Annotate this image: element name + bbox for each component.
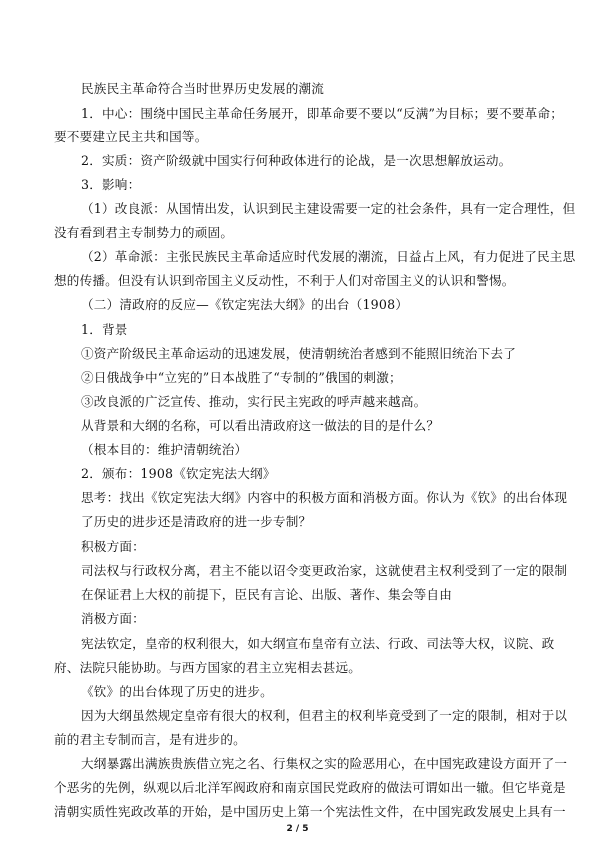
page-number: 2 / 5 [286,824,309,834]
text-line: 《钦》的出台体现了历史的进步。 [81,684,273,699]
section-heading: （二）清政府的反应—《钦定宪法大纲》的出台（1908） [81,297,409,312]
text-line: 没有看到君主专制势力的顽固。 [54,225,234,240]
text-line: 司法权与行政权分离，君主不能以诏令变更政治家，这就使君主权利受到了一定的限制 [81,563,568,578]
text-line: 了历史的进步还是清政府的进一步专制？ [81,514,312,529]
text-line: ③改良派的广泛宣传、推动，实行民主宪政的呼声越来越高。 [81,394,427,409]
text-line: 大纲暴露出满族贵族借立宪之名、行集权之实的险恶用心，在中国宪政建设方面开了一 [81,756,568,771]
text-line: 1．中心：围绕中国民主革命任务展开，即革命要不要以“反满”为目标；要不要革命； [81,106,564,121]
text-line: 思考：找出《钦定宪法大纲》内容中的积极方面和消极方面。你认为《钦》的出台体现 [81,490,568,505]
text-line: 消极方面： [81,611,145,626]
text-line: 个恶劣的先例，纵观以后北洋军阀政府和南京国民党政府的做法可谓如出一辙。但它毕竟是 [54,780,566,795]
text-line: 从背景和大纲的名称，可以看出清政府这一做法的目的是什么？ [81,418,440,433]
text-line: 2．实质：资产阶级就中国实行何种政体进行的论战，是一次思想解放运动。 [81,153,512,168]
text-line: 积极方面： [81,539,145,554]
text-line: 在保证君上大权的前提下，臣民有言论、出版、著作、集会等自由 [81,587,453,602]
text-line: 3．影响： [81,177,141,192]
text-line: 府、法院只能协助。与西方国家的君主立宪相去甚远。 [54,660,362,675]
text-line: 因为大纲虽然规定皇帝有很大的权利，但君主的权利毕竟受到了一定的限制，相对于以 [81,708,568,723]
text-line: 想的传播。但没有认识到帝国主义反动性，不利于人们对帝国主义的认识和警惕。 [54,273,515,288]
text-line: 清朝实质性宪政改革的开始，是中国历史上第一个宪法性文件，在中国宪政发展史上具有一 [54,804,566,819]
text-line: （1）改良派：从国情出发，认识到民主建设需要一定的社会条件，具有一定合理性，但 [81,201,576,216]
text-line: 1．背景 [81,322,128,337]
text-line: 宪法钦定，皇帝的权利很大，如大纲宣布皇帝有立法、行政、司法等大权，议院、政 [81,636,555,651]
text-line: ①资产阶级民主革命运动的迅速发展，使清朝统治者感到不能照旧统治下去了 [81,346,516,361]
text-line: ②日俄战争中“立宪的”日本战胜了“专制的”俄国的刺激； [81,370,402,385]
text-line: 民族民主革命符合当时世界历史发展的潮流 [81,81,325,96]
text-line: 2．颁布：1908《钦定宪法大纲》 [81,466,276,481]
text-line: （根本目的：维护清朝统治） [81,442,248,457]
text-line: （2）革命派：主张民族民主革命适应时代发展的潮流，日益占上风，有力促进了民主思 [81,249,576,264]
text-line: 前的君主专制而言，是有进步的。 [54,732,246,747]
text-line: 要不要建立民主共和国等。 [54,129,208,144]
